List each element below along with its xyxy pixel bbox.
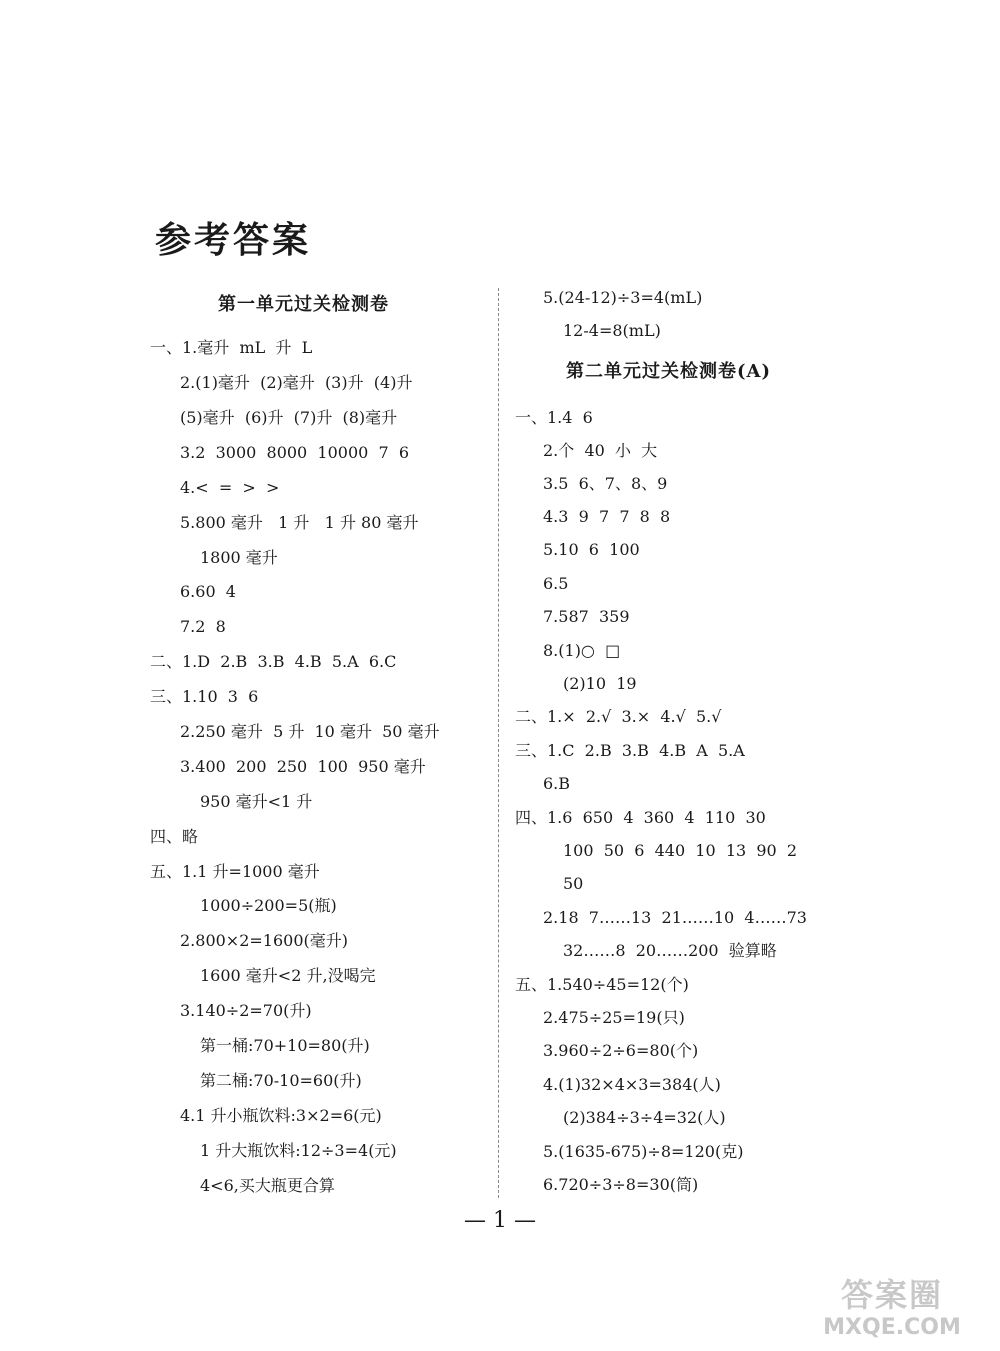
answer-line: 1800 毫升	[200, 548, 278, 567]
answer-line: 100 50 6 440 10 13 90 2	[563, 841, 798, 860]
answer-line: 4.(1)32×4×3=384(人)	[543, 1075, 721, 1094]
answer-line: 3.960÷2÷6=80(个)	[543, 1041, 699, 1060]
answer-line: 5.(24-12)÷3=4(mL)	[543, 288, 703, 307]
section-heading-unit-2: 第二单元过关检测卷(A)	[566, 361, 771, 382]
answer-line: 1 升大瓶饮料:12÷3=4(元)	[200, 1141, 397, 1160]
answer-line: 2.18 7……13 21……10 4……73	[543, 908, 807, 927]
answer-line: 6.720÷3÷8=30(筒)	[543, 1175, 699, 1194]
answer-line: 3.400 200 250 100 950 毫升	[180, 757, 426, 776]
answer-line: 7.587 359	[543, 607, 630, 626]
page-title: 参考答案	[155, 219, 312, 261]
answer-line: (5)毫升 (6)升 (7)升 (8)毫升	[180, 408, 398, 427]
answer-line: 2.个 40 小 大	[543, 441, 658, 460]
answer-line: 4.< = > >	[180, 478, 280, 497]
answer-line: 2.800×2=1600(毫升)	[180, 931, 349, 950]
watermark-logo	[792, 1275, 992, 1345]
answer-line: 7.2 8	[180, 617, 226, 636]
answer-line: 四、略	[150, 827, 199, 846]
answer-line: 第一桶:70+10=80(升)	[200, 1036, 370, 1055]
answer-line: 6.B	[543, 774, 571, 793]
answer-line: 四、1.6 650 4 360 4 110 30	[515, 808, 766, 827]
answer-line: 2.250 毫升 5 升 10 毫升 50 毫升	[180, 722, 440, 741]
answer-line: 32……8 20……200 验算略	[563, 941, 777, 960]
answer-line: (2)10 19	[563, 674, 637, 693]
answer-line: 4<6,买大瓶更合算	[200, 1176, 335, 1195]
watermark-url-text: MXQE.COM	[823, 1315, 961, 1340]
answer-line: 5.10 6 100	[543, 540, 640, 559]
answer-line: (2)384÷3÷4=32(人)	[563, 1108, 726, 1127]
answer-line: 五、1.1 升=1000 毫升	[150, 862, 320, 881]
answer-line: 12-4=8(mL)	[563, 321, 661, 340]
answer-line: 五、1.540÷45=12(个)	[515, 975, 689, 994]
answer-line: 3.2 3000 8000 10000 7 6	[180, 443, 409, 462]
answer-line: 3.140÷2=70(升)	[180, 1001, 312, 1020]
answer-line: 三、1.10 3 6	[150, 687, 259, 706]
answer-line: 三、1.C 2.B 3.B 4.B A 5.A	[515, 741, 745, 760]
answer-line: 3.5 6、7、8、9	[543, 474, 668, 493]
answer-line: 5.800 毫升 1 升 1 升 80 毫升	[180, 513, 419, 532]
answer-line: 二、1.× 2.√ 3.× 4.√ 5.√	[515, 707, 722, 726]
answer-line: 6.5	[543, 574, 569, 593]
watermark-main-text: 答案圈	[840, 1276, 943, 1314]
answer-line: 5.(1635-675)÷8=120(克)	[543, 1142, 744, 1161]
column-divider	[498, 288, 499, 1198]
answer-line: 1600 毫升<2 升,没喝完	[200, 966, 376, 985]
answer-line: 第二桶:70-10=60(升)	[200, 1071, 362, 1090]
answer-line: 一、1.毫升 mL 升 L	[150, 338, 313, 357]
page-number: — 1 —	[464, 1208, 536, 1233]
answer-line: 4.3 9 7 7 8 8	[543, 507, 671, 526]
answer-line: 4.1 升小瓶饮料:3×2=6(元)	[180, 1106, 382, 1125]
answer-line: 8.(1)○ □	[543, 641, 621, 660]
section-heading-unit-1: 第一单元过关检测卷	[218, 294, 389, 315]
answer-line: 50	[563, 874, 584, 893]
answer-line: 1000÷200=5(瓶)	[200, 896, 337, 915]
answer-line: 2.475÷25=19(只)	[543, 1008, 685, 1027]
answer-line: 二、1.D 2.B 3.B 4.B 5.A 6.C	[150, 652, 397, 671]
answer-line: 一、1.4 6	[515, 408, 593, 427]
answer-line: 950 毫升<1 升	[200, 792, 313, 811]
answer-line: 2.(1)毫升 (2)毫升 (3)升 (4)升	[180, 373, 413, 392]
answer-line: 6.60 4	[180, 582, 236, 601]
